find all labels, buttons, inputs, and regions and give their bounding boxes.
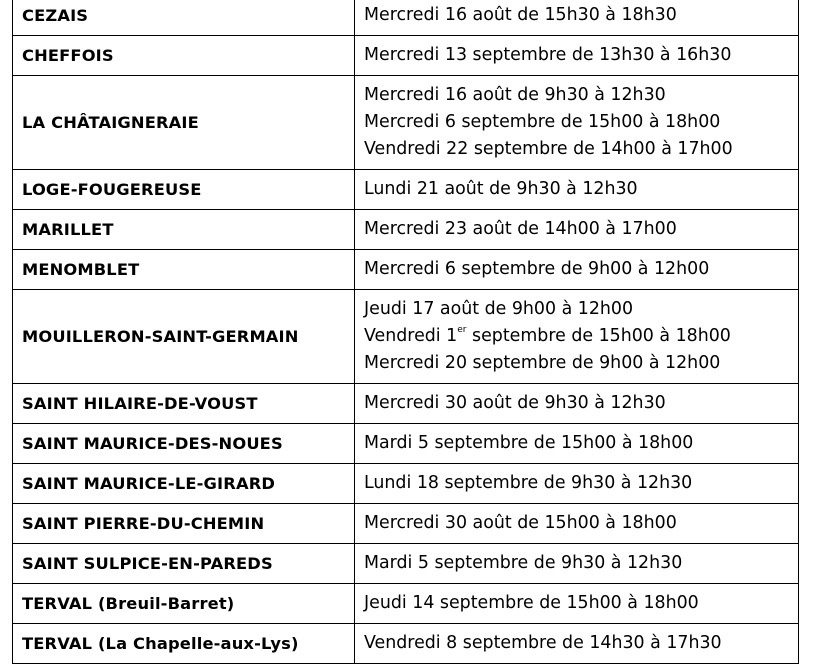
date-line: Lundi 21 août de 9h30 à 12h30	[364, 179, 638, 199]
date-line: Mercredi 20 septembre de 9h00 à 12h00	[364, 353, 721, 373]
date-line: Vendredi 22 septembre de 14h00 à 17h00	[364, 139, 733, 159]
table-row	[13, 584, 799, 624]
date-line: Mercredi 16 août de 9h30 à 12h30	[364, 85, 666, 105]
date-text: septembre de 15h00 à 18h00	[466, 326, 731, 346]
date-line: Vendredi 8 septembre de 14h30 à 17h30	[364, 633, 722, 653]
schedule-dates-cell	[355, 170, 799, 210]
schedule-dates-cell	[355, 504, 799, 544]
date-line: Jeudi 17 août de 9h00 à 12h00	[364, 299, 634, 319]
table-row	[13, 544, 799, 584]
schedule-dates-cell	[355, 36, 799, 76]
date-line: Mercredi 30 août de 9h30 à 12h30	[364, 393, 666, 413]
commune-name-cell: MARILLET	[13, 210, 355, 250]
table-row	[13, 290, 799, 384]
commune-name-cell: TERVAL (La Chapelle-aux-Lys)	[13, 624, 355, 664]
date-text: Vendredi 1	[364, 326, 458, 346]
ordinal-suffix: er	[457, 325, 467, 335]
table-row	[13, 624, 799, 664]
schedule-dates-cell	[355, 424, 799, 464]
commune-name-cell: SAINT PIERRE-DU-CHEMIN	[13, 504, 355, 544]
date-line: Mercredi 6 septembre de 9h00 à 12h00	[364, 259, 710, 279]
date-line: Lundi 18 septembre de 9h30 à 12h30	[364, 473, 693, 493]
commune-name-cell: SAINT HILAIRE-DE-VOUST	[13, 384, 355, 424]
schedule-dates-cell	[355, 624, 799, 664]
commune-name-cell: SAINT MAURICE-DES-NOUES	[13, 424, 355, 464]
date-line: Mercredi 13 septembre de 13h30 à 16h30	[364, 45, 732, 65]
date-line: Jeudi 14 septembre de 15h00 à 18h00	[364, 593, 699, 613]
schedule-dates-cell	[355, 464, 799, 504]
commune-name-cell: LOGE-FOUGEREUSE	[13, 170, 355, 210]
date-line: Mardi 5 septembre de 15h00 à 18h00	[364, 433, 694, 453]
commune-name-cell: TERVAL (Breuil-Barret)	[13, 584, 355, 624]
date-line: Mercredi 23 août de 14h00 à 17h00	[364, 219, 677, 239]
commune-name-cell: SAINT MAURICE-LE-GIRARD	[13, 464, 355, 504]
table-row	[13, 170, 799, 210]
date-line: Mercredi 16 août de 15h30 à 18h30	[364, 5, 677, 25]
date-line: Mercredi 30 août de 15h00 à 18h00	[364, 513, 677, 533]
table-row	[13, 464, 799, 504]
commune-name-cell: MOUILLERON-SAINT-GERMAIN	[13, 290, 355, 384]
commune-name-cell: SAINT SULPICE-EN-PAREDS	[13, 544, 355, 584]
date-line	[364, 323, 798, 350]
commune-name-cell: CEZAIS	[13, 0, 355, 36]
schedule-dates-cell	[355, 250, 799, 290]
schedule-table-body	[13, 0, 799, 664]
commune-name-cell: MENOMBLET	[13, 250, 355, 290]
table-row	[13, 504, 799, 544]
date-line: Mercredi 6 septembre de 15h00 à 18h00	[364, 112, 721, 132]
commune-name-cell: LA CHÂTAIGNERAIE	[13, 76, 355, 170]
table-row	[13, 424, 799, 464]
commune-name-cell: CHEFFOIS	[13, 36, 355, 76]
schedule-dates-cell	[355, 290, 799, 384]
table-row	[13, 36, 799, 76]
table-row	[13, 76, 799, 170]
table-row	[13, 250, 799, 290]
schedule-dates-cell	[355, 384, 799, 424]
date-line: Mardi 5 septembre de 9h30 à 12h30	[364, 553, 683, 573]
schedule-dates-cell	[355, 584, 799, 624]
table-row	[13, 384, 799, 424]
schedule-dates-cell	[355, 76, 799, 170]
schedule-table	[12, 0, 799, 664]
schedule-dates-cell	[355, 544, 799, 584]
table-row	[13, 0, 799, 36]
schedule-dates-cell	[355, 0, 799, 36]
table-row	[13, 210, 799, 250]
schedule-dates-cell	[355, 210, 799, 250]
